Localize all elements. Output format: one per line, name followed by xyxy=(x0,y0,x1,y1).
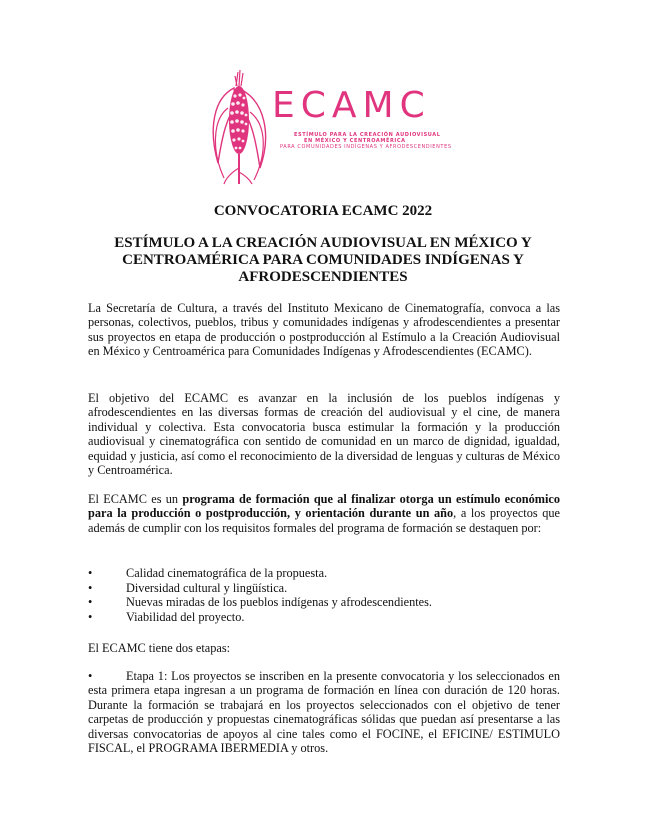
program-text-bold: programa de formación que al finalizar otorga un estímulo económico para la producción o postproducción, y orientación durante un año xyxy=(88,492,560,521)
list-item xyxy=(88,581,560,596)
subtitle-line: CENTROAMÉRICA PARA COMUNIDADES INDÍGENAS Y xyxy=(122,252,524,268)
list-item-text: Nuevas miradas de los pueblos indígenas y afrodescendientes. xyxy=(126,595,432,610)
stages-intro: El ECAMC tiene dos etapas: xyxy=(88,641,231,655)
bullet-icon: • xyxy=(88,595,93,610)
ecamc-logo xyxy=(206,68,452,186)
criteria-list xyxy=(88,566,560,624)
bullet-icon: • xyxy=(88,566,93,580)
document-title: CONVOCATORIA ECAMC 2022 xyxy=(213,203,433,219)
stage-1-text: Etapa 1: Los proyectos se inscriben en la presente convocatoria y los seleccionados en esta primera etapa ingresan a un programa de formación en línea con duración de 120 horas. Durante la formación se trabajará en los proyectos seleccionados con el objetivo de tener carpetas de producción y propuestas cinematográficas sólidas que puedan así presentarse a las diversas convocatorias de apoyos al cine tales como el FOCINE, el EFICINE/ ESTIMULO FISCAL, el PROGRAMA IBERMEDIA y otros. xyxy=(88,669,560,756)
logo-tagline-2: EN MÉXICO Y CENTROAMÉRICA xyxy=(304,138,406,144)
program-text-after: , a los proyectos que además de cumplir con los requisitos formales del programa de formación se destaquen por: xyxy=(88,506,560,535)
bullet-icon: • xyxy=(88,580,93,595)
logo-tagline-1: ESTÍMULO PARA LA CREACIÓN AUDIOVISUAL xyxy=(294,132,441,138)
list-item-text: Viabilidad del proyecto. xyxy=(126,609,245,624)
bullet-icon: • xyxy=(88,669,93,683)
list-item-text: Diversidad cultural y lingüística. xyxy=(126,580,288,595)
logo-tagline-3: PARA COMUNIDADES INDÍGENAS Y AFRODESCENDIENTES xyxy=(280,144,452,150)
program-text-before: El ECAMC es un xyxy=(88,492,183,506)
list-item-text: Calidad cinematográfica de la propuesta. xyxy=(126,566,328,580)
document-subtitle xyxy=(0,235,646,286)
logo-wordmark: ECAMC xyxy=(272,85,431,126)
program-paragraph xyxy=(88,492,560,535)
objective-paragraph: El objetivo del ECAMC es avanzar en la inclusión de los pueblos indígenas y afrodescendientes en las diversas formas de creación del audiovisual y el cine, de manera individual y colectiva. Esta convocatoria busca estimular la formación y la producción audiovisual y cinematográfica con sentido de comunidad en un marco de dignidad, igualdad, equidad y justicia, así como el reconocimiento de la diversidad de lenguas y culturas de México y Centroamérica. xyxy=(88,391,560,478)
subtitle-line: ESTÍMULO A LA CREACIÓN AUDIOVISUAL EN MÉXICO Y xyxy=(114,235,532,251)
subtitle-line: AFRODESCENDIENTES xyxy=(238,269,408,285)
list-item xyxy=(88,595,560,610)
stage-1-paragraph xyxy=(88,669,560,755)
corn-icon xyxy=(206,68,276,186)
intro-paragraph: La Secretaría de Cultura, a través del Instituto Mexicano de Cinematografía, convoca a las personas, colectivos, pueblos, tribus y comunidades indígenas y afrodescendientes a presentar sus proyectos en etapa de producción o postproducción al Estímulo a la Creación Audiovisual en México y Centroamérica para Comunidades Indígenas y Afrodescendientes (ECAMC). xyxy=(88,301,560,359)
list-item xyxy=(88,610,560,625)
list-item xyxy=(88,566,560,581)
bullet-icon: • xyxy=(88,609,93,624)
